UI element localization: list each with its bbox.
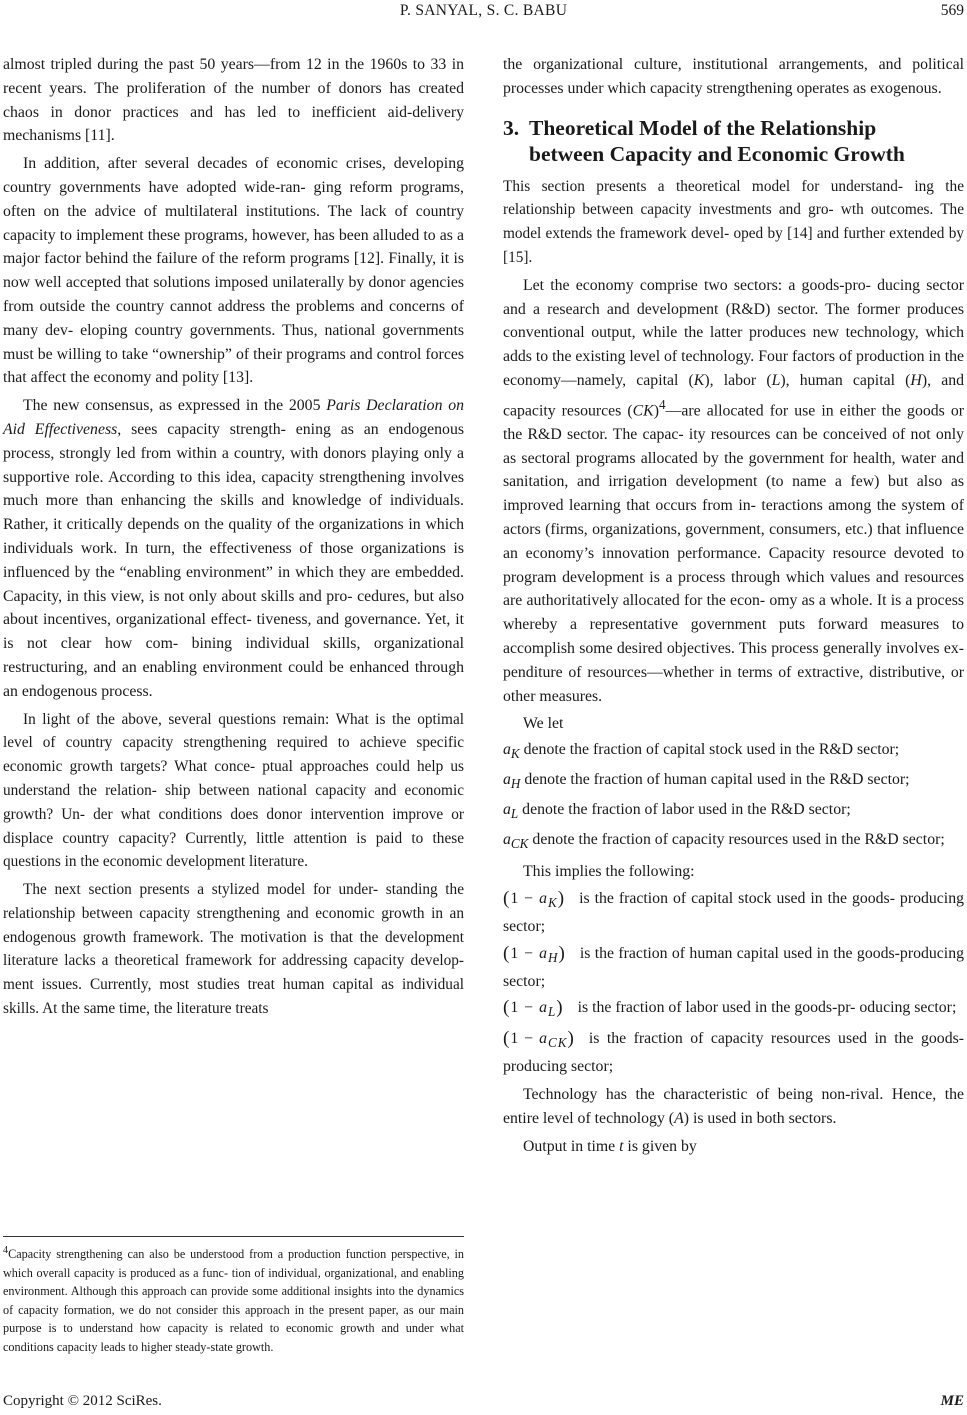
math-one: 1 (510, 944, 520, 962)
math-one: 1 (510, 1030, 520, 1048)
math-one: 1 (510, 999, 520, 1017)
math-subscript: K (547, 894, 558, 910)
variable-definition (503, 798, 964, 826)
variable-definition (503, 738, 964, 766)
math-var: a (539, 1030, 548, 1048)
definition-text: denote the fraction of human capital used in the R&D sector; (520, 771, 910, 789)
section-title-line2: between Capacity and Economic Growth (529, 141, 905, 166)
math-subscript: CK (547, 1035, 568, 1051)
math-expression: $(1 - a_{CK})$ (503, 1028, 575, 1051)
footnote (3, 1242, 464, 1357)
math-var: a (503, 831, 511, 849)
fraction-definition (503, 887, 964, 939)
definition-text: is the fraction of human capital used in the goods-producing sector; (503, 944, 964, 990)
math-var: CK (632, 402, 654, 420)
definition-text: is the fraction of capacity resources used in the goods-producing sector; (503, 1030, 964, 1076)
text-run: ), labor ( (704, 371, 772, 389)
text-run: The new consensus, as expressed in the 2005 (23, 397, 327, 415)
text-run: ), human capital ( (780, 371, 911, 389)
math-subscript: H (547, 949, 559, 965)
math-var: t (619, 1137, 624, 1155)
math-one: 1 (510, 889, 520, 907)
paragraph: the organizational culture, institutional arrangements, and political processes under which capacity strengthening operates as exogenous. (503, 56, 964, 97)
math-subscript: H (510, 776, 521, 792)
journal-abbreviation: ME (940, 1393, 964, 1409)
definition-text: denote the fraction of labor used in the R&D sector; (518, 801, 851, 819)
text-run: —are allocated for use in either the goods or the R&D sector. The capac- ity resources can be conceived of not only as sectoral programs allocated by the government for health, water and sanitation, and irrigation development (to name a few) but also as improved learning that occurs from in- teractions among the system of actors (firms, organizations, government, consumers, etc.) that influence an economy’s innovation performance. Capacity resource devoted to program development is a process through which values and resources are authoritatively allocated for the econ- omy as a whole. It is a process whereby a representative government puts forward measures to accomplish some desired objectives. This process generally involves ex- penditure of resources—whether in terms of extractive, distributive, or other measures. (503, 402, 964, 705)
math-var: L (771, 371, 781, 389)
math-var: a (503, 741, 511, 759)
variable-definition (503, 768, 964, 796)
section-heading (503, 115, 964, 167)
paragraph (503, 1083, 964, 1131)
definition-text: denote the fraction of capital stock used in the R&D sector; (519, 741, 900, 759)
math-subscript: K (510, 746, 520, 762)
paragraph: In light of the above, several questions remain: What is the optimal level of country capacity strengthening required to achieve specific economic growth targets? What conce- ptual approaches could help us understand the relation- ship between national capacity and economic growth? Un- der what conditions does donor intervention improve or displace country capacity? Currently, little attention is paid to these questions in the economic development literature. (3, 710, 464, 871)
math-minus: − (524, 1030, 535, 1048)
definition-text: is the fraction of capital stock used in the goods- producing sector; (503, 889, 964, 935)
text-run: Output in time (523, 1137, 620, 1155)
math-expression: $(1 - a_L)$ (503, 997, 564, 1020)
fraction-definition (503, 996, 964, 1024)
italic-title: Paris Declaration on Aid Effectiveness (3, 397, 464, 438)
math-expression: $(1 - a_K)$ (503, 887, 566, 910)
paragraph: We let (523, 715, 564, 733)
paragraph (503, 274, 964, 709)
section-number: 3. (503, 115, 520, 140)
definition-text: denote the fraction of capacity resources used in the R&D sector; (528, 831, 945, 849)
math-subscript: L (510, 806, 519, 822)
footnote-divider (3, 1236, 464, 1237)
text-run: is given by (623, 1137, 697, 1155)
text-run: Technology has the characteristic of being non-rival. Hence, the entire level of technology ( (503, 1086, 964, 1127)
running-head: P. SANYAL, S. C. BABU (399, 2, 568, 19)
math-subscript: CK (510, 836, 529, 852)
text-run: , sees capacity strength- ening as an endogenous process, strongly led from within a country, with donors playing only a supportive role. According to this idea, capacity strengthening involves much more than enhancing the skills and knowledge of individuals. Rather, it critically depends on the quality of the organizations in which individuals work. In turn, the effectiveness of those organizations is influenced by the “enabling environment” in which they are embedded. Capacity, in this view, is not only about skills and pro- cedures, but also about incentives, organizational effect- tiveness, and governance. Yet, it is not clear how com- bining individual skills, organizational restructuring, and an enabling environment could be enhanced through an endogenous process. (3, 420, 465, 700)
copyright-notice: Copyright © 2012 SciRes. (3, 1393, 162, 1409)
fraction-definition (503, 1027, 964, 1079)
math-var: a (503, 771, 511, 789)
paragraph: The next section presents a stylized model for under- standing the relationship between capacity strengthening and economic growth in an endogenous growth framework. The motivation is that the development literature lacks a theoretical framework for addressing capacity develop- ment issues. Currently, most studies treat human capital as individual skills. At the same time, the literature treats (3, 881, 464, 1018)
math-minus: − (524, 999, 535, 1017)
math-var: a (503, 801, 511, 819)
page-footer (0, 1393, 967, 1415)
variable-definition (503, 828, 964, 856)
footnote-ref: 4 (658, 396, 666, 412)
math-var: K (693, 371, 705, 389)
math-var: a (539, 999, 548, 1017)
definition-text: is the fraction of labor used in the goods-pr- oducing sector; (577, 999, 957, 1017)
text-run: ) (653, 402, 659, 420)
math-var: A (674, 1109, 684, 1127)
page-number: 569 (940, 2, 964, 19)
paragraph: This section presents a theoretical model for understand- ing the relationship between capacity investments and gro- wth outcomes. The model extends the framework devel- oped by [14] and further extended by [15]. (503, 177, 964, 266)
right-column (503, 53, 964, 1158)
math-var: H (910, 371, 922, 389)
page-header (0, 0, 967, 32)
paragraph: In addition, after several decades of economic crises, developing country governments have adopted wide-ran- ging reform programs, often on the advice of multilateral institutions. The lack of country capacity to implement these programs, however, has been alluded to as a major factor behind the failure of the reform programs [12]. Finally, it is now well accepted that solutions imposed unilaterally by donor agencies from outside the country cannot address the problems and concerns of many dev- eloping country governments. Thus, national governments must be willing to take “ownership” of their programs and control forces that affect the economy and polity [13]. (3, 155, 464, 387)
paragraph (3, 394, 464, 703)
math-var: a (539, 889, 548, 907)
text-run: Let the economy comprise two sectors: a goods-pro- ducing sector and a research and development (R&D) sector. The former produces conventional output, while the latter produces new technology, which adds to the existing level of technology. Four factors of production in the economy—namely, capital ( (503, 276, 964, 389)
paragraph (503, 1135, 964, 1159)
math-expression: $(1 - a_H)$ (503, 942, 566, 965)
math-minus: − (524, 944, 535, 962)
footnote-text: Capacity strengthening can also be understood from a production function perspective, in which overall capacity is produced as a func- tion of individual, organizational, and enabling environment. Although this approach can provide some additional insights into the dynamics of capacity formation, we do not consider this approach in the present paper, as our main purpose is to understand how capacity is related to economic growth and under what conditions capacity leads to higher steady-state growth. (3, 1247, 464, 1355)
math-subscript: L (547, 1004, 557, 1020)
text-run: ), and capacity resources ( (503, 371, 964, 420)
left-column (3, 53, 464, 1021)
math-var: a (539, 944, 548, 962)
math-minus: − (524, 889, 535, 907)
paragraph: This implies the following: (523, 863, 695, 880)
paragraph: almost tripled during the past 50 years—from 12 in the 1960s to 33 in recent years. The proliferation of the number of donors has created chaos in donor practices and has led to inefficient aid-delivery mechanisms [11]. (3, 56, 464, 145)
text-run: ) is used in both sectors. (683, 1109, 837, 1127)
section-title-line1: Theoretical Model of the Relationship (529, 115, 877, 140)
footnote-marker: 4 (3, 1245, 9, 1256)
fraction-definition (503, 942, 964, 994)
